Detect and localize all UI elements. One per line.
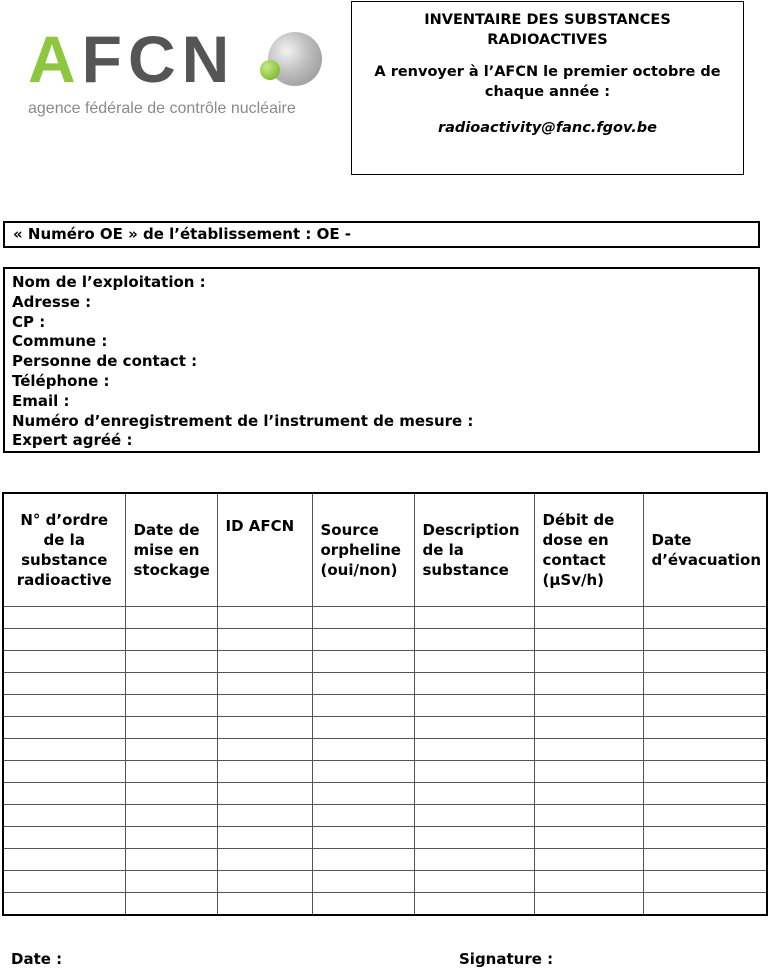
- table-cell[interactable]: [3, 761, 125, 783]
- table-cell[interactable]: [643, 893, 767, 916]
- table-row: [3, 739, 767, 761]
- col-header-date-stockage: Date de mise en stockage: [125, 493, 217, 607]
- form-title: INVENTAIRE DES SUBSTANCES RADIOACTIVES: [424, 12, 671, 48]
- table-cell[interactable]: [3, 695, 125, 717]
- table-cell[interactable]: [3, 629, 125, 651]
- table-cell[interactable]: [3, 651, 125, 673]
- table-cell[interactable]: [217, 849, 312, 871]
- table-cell[interactable]: [312, 739, 414, 761]
- table-cell[interactable]: [312, 893, 414, 916]
- table-row: [3, 695, 767, 717]
- col-header-description: Description de la substance: [414, 493, 534, 607]
- table-cell[interactable]: [534, 871, 643, 893]
- table-cell[interactable]: [643, 871, 767, 893]
- table-cell[interactable]: [643, 717, 767, 739]
- table-cell[interactable]: [534, 695, 643, 717]
- table-cell[interactable]: [125, 717, 217, 739]
- date-field[interactable]: Date :: [11, 950, 63, 968]
- table-cell[interactable]: [312, 651, 414, 673]
- table-cell[interactable]: [125, 805, 217, 827]
- table-cell[interactable]: [217, 871, 312, 893]
- table-row: [3, 673, 767, 695]
- table-cell[interactable]: [217, 783, 312, 805]
- field-telephone[interactable]: Téléphone :: [12, 371, 110, 390]
- table-cell[interactable]: [312, 607, 414, 629]
- table-cell[interactable]: [414, 673, 534, 695]
- table-cell[interactable]: [534, 673, 643, 695]
- field-adresse[interactable]: Adresse :: [12, 292, 92, 311]
- table-cell[interactable]: [414, 805, 534, 827]
- table-cell[interactable]: [3, 783, 125, 805]
- table-cell[interactable]: [643, 651, 767, 673]
- table-cell[interactable]: [3, 739, 125, 761]
- table-cell[interactable]: [414, 871, 534, 893]
- table-cell[interactable]: [534, 717, 643, 739]
- table-cell[interactable]: [312, 827, 414, 849]
- table-cell[interactable]: [125, 629, 217, 651]
- table-cell[interactable]: [125, 673, 217, 695]
- table-cell[interactable]: [217, 805, 312, 827]
- table-row: [3, 761, 767, 783]
- table-row: [3, 717, 767, 739]
- header-box: [351, 1, 744, 175]
- inventory-table: [2, 492, 768, 916]
- table-row: [3, 783, 767, 805]
- table-cell[interactable]: [534, 651, 643, 673]
- table-cell[interactable]: [3, 805, 125, 827]
- table-cell[interactable]: [643, 783, 767, 805]
- table-cell[interactable]: [217, 739, 312, 761]
- table-cell[interactable]: [125, 871, 217, 893]
- table-cell[interactable]: [643, 695, 767, 717]
- table-row: [3, 607, 767, 629]
- table-cell[interactable]: [3, 673, 125, 695]
- table-cell[interactable]: [534, 629, 643, 651]
- table-cell[interactable]: [312, 783, 414, 805]
- table-row: [3, 827, 767, 849]
- table-cell[interactable]: [534, 893, 643, 916]
- oe-number-field[interactable]: « Numéro OE » de l’établissement : OE -: [3, 221, 760, 248]
- field-personne-contact[interactable]: Personne de contact :: [12, 352, 198, 371]
- table-cell[interactable]: [643, 805, 767, 827]
- table-cell[interactable]: [217, 761, 312, 783]
- table-cell[interactable]: [414, 849, 534, 871]
- col-header-source-orpheline: Source orpheline (oui/non): [312, 493, 414, 607]
- table-cell[interactable]: [125, 893, 217, 916]
- table-cell[interactable]: [414, 717, 534, 739]
- table-cell[interactable]: [125, 607, 217, 629]
- table-cell[interactable]: [3, 893, 125, 916]
- table-cell[interactable]: [217, 695, 312, 717]
- table-cell[interactable]: [534, 783, 643, 805]
- table-cell[interactable]: [414, 739, 534, 761]
- table-cell[interactable]: [643, 629, 767, 651]
- field-commune[interactable]: Commune :: [12, 332, 108, 351]
- table-cell[interactable]: [534, 761, 643, 783]
- table-cell[interactable]: [312, 805, 414, 827]
- col-header-id-afcn: ID AFCN: [217, 493, 312, 607]
- table-cell[interactable]: [312, 849, 414, 871]
- table-cell[interactable]: [312, 629, 414, 651]
- table-cell[interactable]: [217, 629, 312, 651]
- table-cell[interactable]: [534, 805, 643, 827]
- table-cell[interactable]: [217, 607, 312, 629]
- table-cell[interactable]: [3, 871, 125, 893]
- table-cell[interactable]: [125, 761, 217, 783]
- table-cell[interactable]: [3, 717, 125, 739]
- table-cell[interactable]: [534, 849, 643, 871]
- table-cell[interactable]: [534, 607, 643, 629]
- table-cell[interactable]: [414, 607, 534, 629]
- table-cell[interactable]: [217, 827, 312, 849]
- table-cell[interactable]: [125, 827, 217, 849]
- table-row: [3, 893, 767, 916]
- table-cell[interactable]: [643, 739, 767, 761]
- table-cell[interactable]: [534, 739, 643, 761]
- afcn-logo: [22, 22, 328, 130]
- table-cell[interactable]: [643, 607, 767, 629]
- signature-field[interactable]: Signature :: [459, 950, 554, 968]
- field-expert-agree[interactable]: Expert agréé :: [12, 431, 133, 450]
- table-row: [3, 805, 767, 827]
- table-cell[interactable]: [217, 717, 312, 739]
- establishment-info-box: [3, 267, 760, 453]
- contact-email[interactable]: radioactivity@fanc.fgov.be: [438, 120, 657, 136]
- table-cell[interactable]: [125, 651, 217, 673]
- table-body: [3, 607, 767, 916]
- table-cell[interactable]: [3, 849, 125, 871]
- table-header-row: [3, 493, 767, 607]
- table-cell[interactable]: [217, 893, 312, 916]
- table-cell[interactable]: [3, 607, 125, 629]
- table-cell[interactable]: [3, 827, 125, 849]
- table-cell[interactable]: [312, 871, 414, 893]
- table-cell[interactable]: [125, 695, 217, 717]
- table-cell[interactable]: [217, 651, 312, 673]
- table-cell[interactable]: [312, 695, 414, 717]
- table-cell[interactable]: [643, 761, 767, 783]
- table-cell[interactable]: [414, 893, 534, 916]
- logo-wordmark: AFCN: [28, 22, 236, 96]
- field-nom-exploitation[interactable]: Nom de l’exploitation :: [12, 273, 206, 291]
- table-cell[interactable]: [125, 739, 217, 761]
- table-cell[interactable]: [534, 827, 643, 849]
- table-row: [3, 651, 767, 673]
- table-cell[interactable]: [643, 827, 767, 849]
- return-instruction: A renvoyer à l’AFCN le premier octobre de chaque année :: [374, 64, 721, 100]
- table-cell[interactable]: [312, 673, 414, 695]
- logo-subtitle: agence fédérale de contrôle nucléaire: [28, 100, 296, 117]
- table-cell[interactable]: [414, 695, 534, 717]
- table-cell[interactable]: [414, 783, 534, 805]
- col-header-date-evacuation: Date d’évacuation: [643, 493, 767, 607]
- table-row: [3, 849, 767, 871]
- table-cell[interactable]: [643, 849, 767, 871]
- field-email[interactable]: Email :: [12, 391, 70, 410]
- table-cell[interactable]: [643, 673, 767, 695]
- field-numero-instrument[interactable]: Numéro d’enregistrement de l’instrument de mesure :: [12, 411, 474, 430]
- table-cell[interactable]: [125, 783, 217, 805]
- table-row: [3, 629, 767, 651]
- col-header-debit-dose: Débit de dose en contact (µSv/h): [534, 493, 643, 607]
- logo-dot-icon: [260, 60, 280, 80]
- table-cell[interactable]: [312, 717, 414, 739]
- table-cell[interactable]: [312, 761, 414, 783]
- field-cp[interactable]: CP :: [12, 312, 46, 331]
- table-row: [3, 871, 767, 893]
- table-cell[interactable]: [414, 827, 534, 849]
- table-cell[interactable]: [217, 673, 312, 695]
- table-cell[interactable]: [414, 651, 534, 673]
- table-cell[interactable]: [414, 761, 534, 783]
- col-header-numero-ordre: N° d’ordre de la substance radioactive: [3, 493, 125, 607]
- table-cell[interactable]: [414, 629, 534, 651]
- table-cell[interactable]: [125, 849, 217, 871]
